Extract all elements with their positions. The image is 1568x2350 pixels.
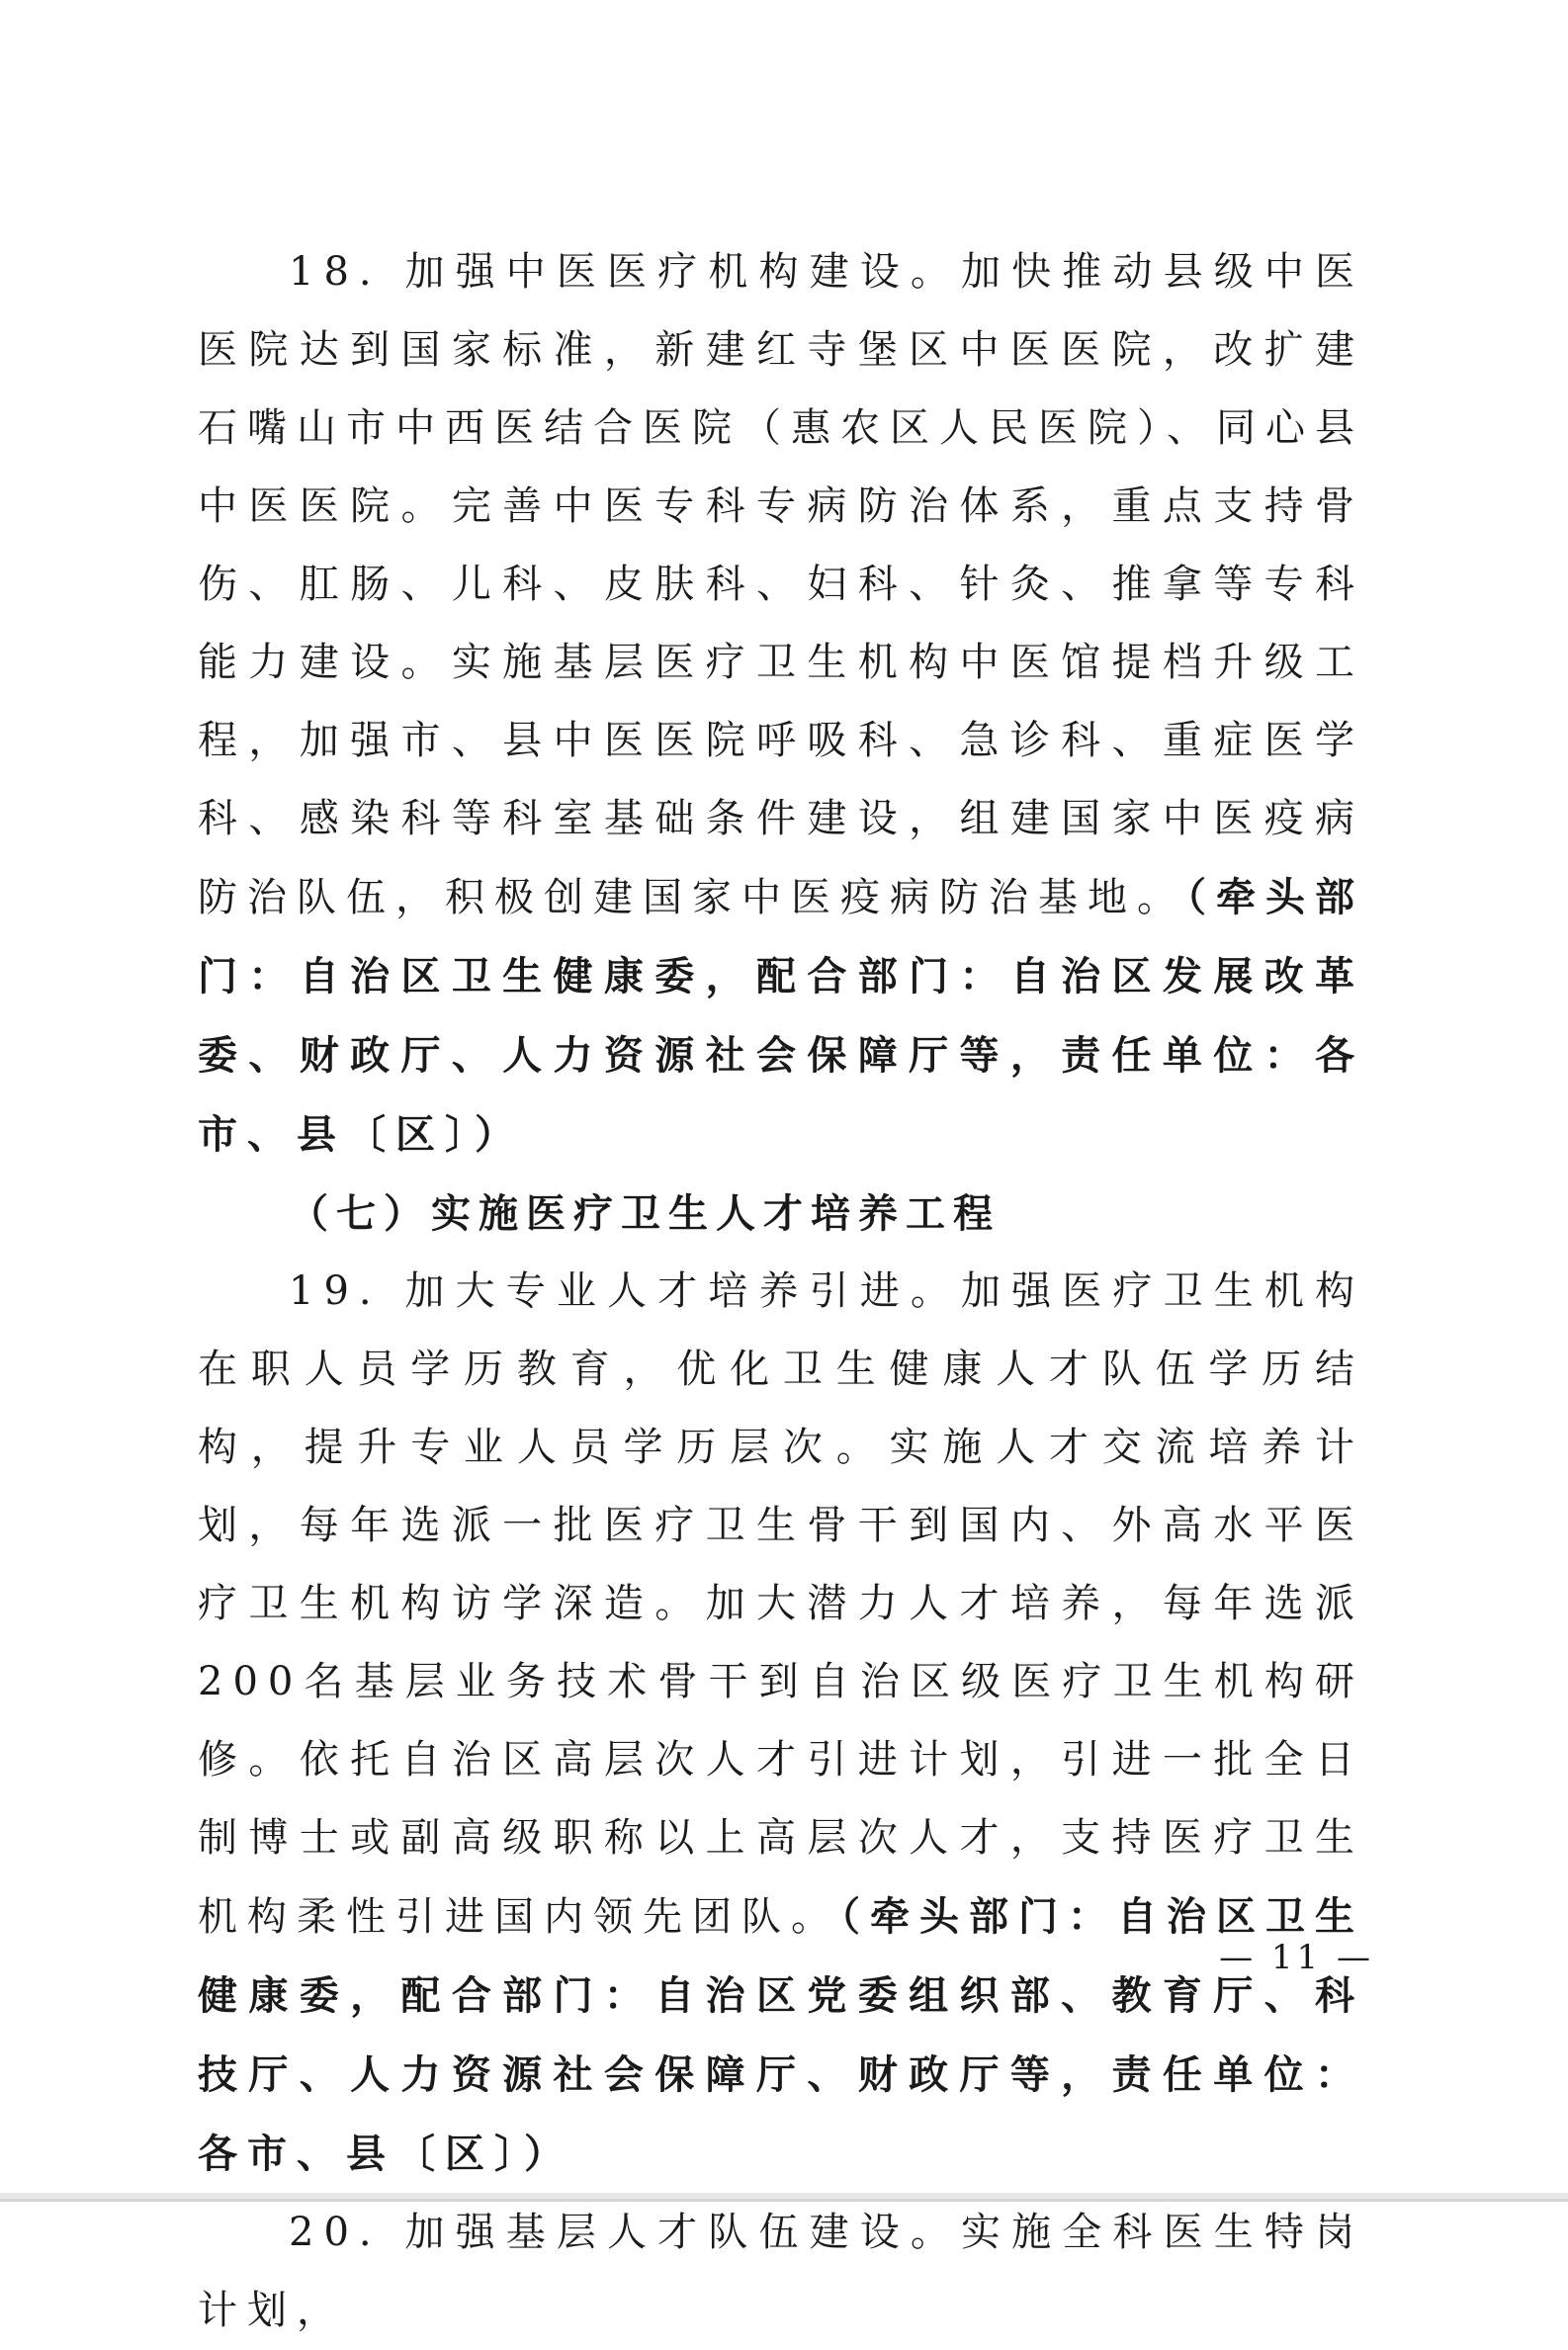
paragraph-19-text: 19. 加大专业人才培养引进。加强医疗卫生机构在职人员学历教育，优化卫生健康人才队伍学历结构，提升专业人员学历层次。实施人才交流培养计划，每年选派一批医疗卫生骨干到国内、外高水平医疗卫生机构访学深造。加大潜力人才培养，每年选派200名基层业务技术骨干到自治区级医疗卫生机构研修。依托自治区高层次人才引进计划，引进一批全日制博士或副高级职称以上高层次人才，支持医疗卫生机构柔性引进国内领先团队。 — [198, 1268, 1364, 1940]
paragraph-19-responsibility: （牵头部门：自治区卫生健康委，配合部门：自治区党委组织部、教育厅、科技厅、人力资源社会保障厅、财政厅等，责任单位：各市、县〔区〕） — [198, 1893, 1364, 2177]
page-number: — 11 — — [1219, 1938, 1374, 1977]
section-heading-7: （七）实施医疗卫生人才培养工程 — [289, 1190, 1001, 1237]
paragraph-18-responsibility: （牵头部门：自治区卫生健康委，配合部门：自治区发展改革委、财政厅、人力资源社会保障厅等，责任单位：各市、县〔区〕） — [198, 874, 1364, 1158]
document-body — [198, 233, 1364, 2350]
paragraph-20 — [198, 2194, 1364, 2350]
scan-edge-line — [0, 2199, 1568, 2202]
paragraph-20-text: 20. 加强基层人才队伍建设。实施全科医生特岗计划， — [198, 2210, 1364, 2333]
paragraph-18 — [198, 233, 1364, 1175]
paragraph-19 — [198, 1253, 1364, 2194]
paragraph-18-text: 18. 加强中医医疗机构建设。加快推动县级中医医院达到国家标准，新建红寺堡区中医医院，改扩建石嘴山市中西医结合医院（惠农区人民医院）、同心县中医医院。完善中医专科专病防治体系，重点支持骨伤、肛肠、儿科、皮肤科、妇科、针灸、推拿等专科能力建设。实施基层医疗卫生机构中医馆提档升级工程，加强市、县中医医院呼吸科、急诊科、重症医学科、感染科等科室基础条件建设，组建国家中医疫病防治队伍，积极创建国家中医疫病防治基地。 — [198, 249, 1364, 920]
